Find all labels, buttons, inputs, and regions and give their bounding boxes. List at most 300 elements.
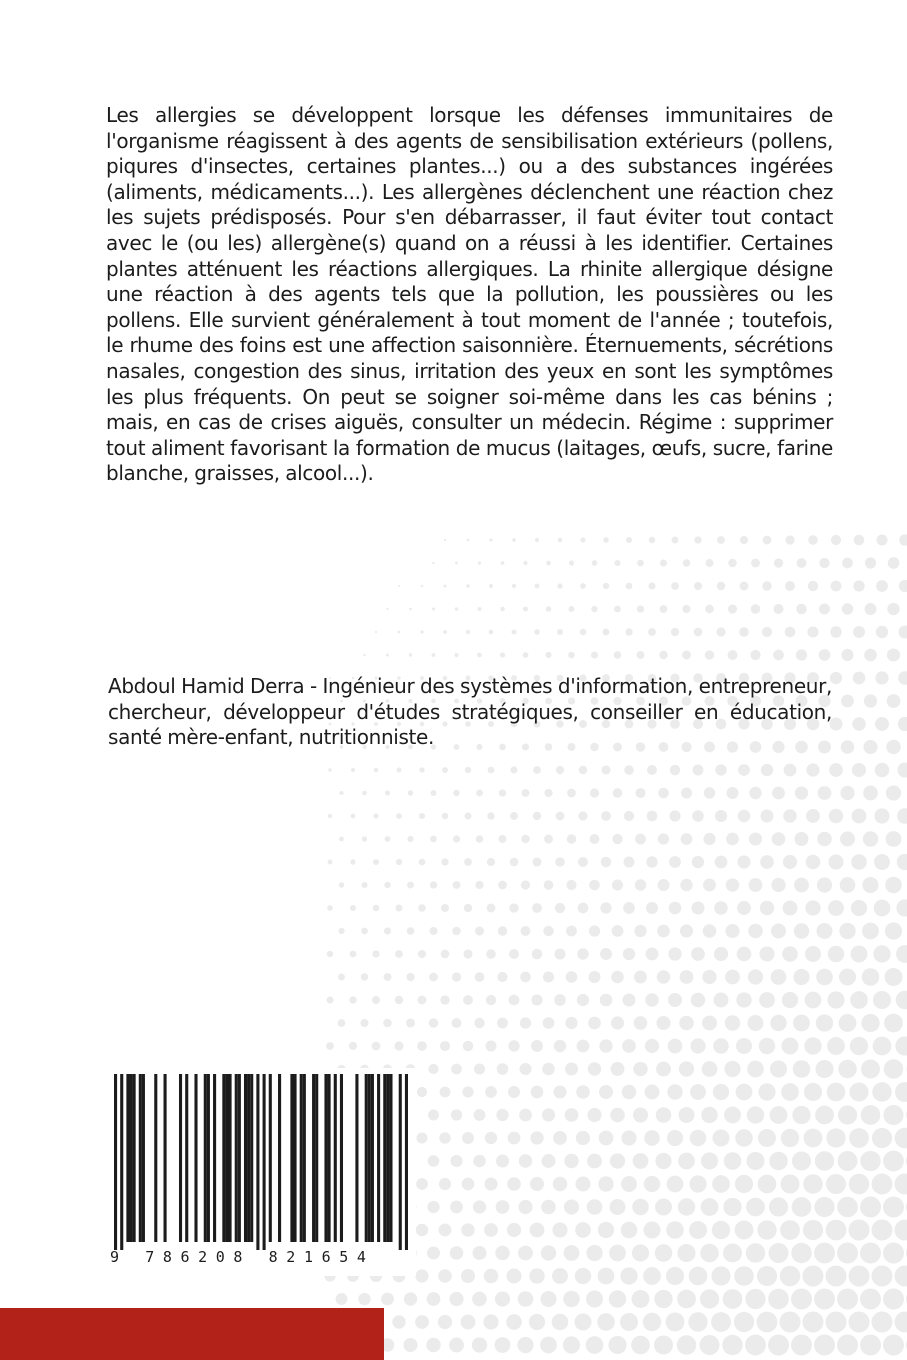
pattern-dot — [760, 901, 774, 915]
pattern-dot — [351, 768, 355, 772]
pattern-dot — [819, 558, 829, 568]
pattern-dot — [737, 947, 752, 962]
barcode-bar — [263, 1074, 266, 1250]
pattern-dot — [784, 764, 797, 777]
pattern-dot — [531, 1086, 544, 1099]
pattern-dot — [819, 604, 830, 615]
pattern-dot — [690, 1038, 705, 1053]
pattern-dot — [808, 535, 818, 545]
pattern-dot — [876, 626, 888, 638]
pattern-dot — [647, 811, 658, 822]
pattern-dot — [701, 1152, 718, 1169]
pattern-dot — [886, 740, 900, 754]
pattern-dot — [780, 1174, 799, 1193]
pattern-dot — [553, 1177, 567, 1191]
pattern-dot — [453, 881, 461, 889]
pattern-dot — [467, 539, 470, 542]
pattern-dot — [715, 810, 727, 822]
pattern-dot — [703, 879, 716, 892]
pattern-dot — [749, 832, 762, 845]
pattern-dot — [543, 926, 553, 936]
pattern-dot — [739, 627, 749, 637]
pattern-dot — [462, 1086, 473, 1097]
pattern-dot — [751, 604, 761, 614]
pattern-dot — [716, 627, 725, 636]
pattern-dot — [461, 1315, 476, 1330]
pattern-dot — [740, 536, 748, 544]
pattern-dot — [637, 560, 644, 567]
pattern-dot — [428, 1110, 439, 1121]
pattern-dot — [772, 787, 785, 800]
pattern-dot — [758, 1129, 776, 1147]
pattern-dot — [657, 970, 670, 983]
pattern-dot — [656, 1062, 671, 1077]
barcode-bar — [154, 1074, 157, 1242]
pattern-dot — [507, 1177, 521, 1191]
pattern-dot — [577, 1040, 590, 1053]
pattern-dot — [803, 1220, 823, 1240]
barcode-bar — [377, 1074, 380, 1242]
pattern-dot — [501, 561, 505, 565]
pattern-dot — [384, 882, 390, 888]
pattern-dot — [796, 649, 807, 660]
pattern-dot — [667, 1130, 683, 1146]
pattern-dot — [592, 560, 598, 566]
pattern-dot — [837, 1335, 858, 1356]
pattern-dot — [419, 813, 425, 819]
pattern-dot — [529, 1268, 544, 1283]
pattern-dot — [586, 1291, 603, 1308]
pattern-dot — [522, 789, 530, 797]
pattern-dot — [521, 880, 530, 889]
pattern-dot — [745, 1289, 765, 1309]
pattern-dot — [830, 626, 842, 638]
pattern-dot — [717, 536, 725, 544]
pattern-dot — [566, 971, 578, 983]
pattern-dot — [792, 1197, 812, 1217]
pattern-dot — [714, 947, 728, 961]
pattern-dot — [624, 765, 634, 775]
pattern-dot — [803, 1312, 824, 1333]
pattern-dot — [658, 879, 670, 891]
pattern-dot — [338, 974, 345, 981]
barcode-bar — [312, 1074, 315, 1242]
pattern-dot — [544, 789, 552, 797]
pattern-dot — [666, 1313, 685, 1332]
pattern-dot — [575, 1268, 591, 1284]
pattern-dot — [473, 1155, 486, 1168]
pattern-dot — [659, 651, 667, 659]
pattern-dot — [761, 764, 773, 776]
pattern-dot — [862, 968, 880, 986]
pattern-dot — [703, 924, 717, 938]
pattern-dot — [453, 790, 459, 796]
pattern-dot — [712, 1175, 730, 1193]
pattern-dot — [785, 627, 796, 638]
pattern-dot — [451, 1064, 462, 1075]
pattern-dot — [849, 1128, 869, 1148]
pattern-dot — [546, 606, 551, 611]
pattern-dot — [339, 837, 344, 842]
pattern-dot — [840, 786, 854, 800]
pattern-dot — [633, 1107, 648, 1122]
pattern-dot — [406, 1018, 415, 1027]
pattern-dot — [474, 1109, 486, 1121]
pattern-dot — [588, 1017, 601, 1030]
pattern-dot — [840, 832, 855, 847]
pattern-dot — [668, 993, 682, 1007]
pattern-dot — [362, 836, 367, 841]
pattern-dot — [416, 1224, 428, 1236]
pattern-dot — [646, 948, 659, 961]
pattern-dot — [693, 765, 704, 776]
pattern-dot — [462, 1178, 475, 1191]
pattern-dot — [520, 1017, 531, 1028]
pattern-dot — [886, 785, 901, 800]
pattern-dot — [815, 1151, 834, 1170]
pattern-dot — [545, 652, 551, 658]
pattern-dot — [736, 1084, 753, 1101]
pattern-dot — [649, 537, 655, 543]
barcode-bar — [303, 1074, 306, 1242]
pattern-dot — [568, 652, 575, 659]
pattern-dot — [535, 538, 539, 542]
barcode-bar — [334, 1074, 337, 1242]
pattern-dot — [888, 557, 900, 569]
pattern-dot — [498, 881, 507, 890]
pattern-dot — [677, 1290, 696, 1309]
pattern-dot — [497, 1063, 509, 1075]
back-cover-blurb: Les allergies se développent lorsque les défenses immunitaires de l'organisme réagissent à des agents de sensibilisation extérieurs (pollens, piqures d'insectes, certaines plantes...) ou a des substances ingérées (aliments, médicaments...). Les allergènes déclenchent une réaction chez les sujets prédisposés. Pour s'en débarrasser, il faut éviter tout contact avec le (ou les) allergène(s) quand on a réussi à les identifier. Certaines plantes atténuent les réactions allergiques. La rhinite allergique désigne une réaction à des agents tels que la pollution, les poussières ou les pollens. Elle survient généralement à tout moment de l'année ; toutefois, le rhume des foins est une affection saisonnière. Éternuements, sécrétions nasales, congestion des sinus, irritation des yeux en sont les symptômes les plus fréquents. On peut se soigner soi-même dans les cas bénins ; mais, en cas de crises aiguës, consulter un médecin. Régime : supprimer tout aliment favorisant la formation de mucus (laitages, œufs, sucre, farine blanche, graisses, alcool...). — [106, 103, 833, 486]
pattern-dot — [769, 1243, 789, 1263]
pattern-dot — [453, 835, 460, 842]
pattern-dot — [872, 1174, 893, 1195]
pattern-dot — [407, 927, 415, 935]
pattern-dot — [361, 973, 368, 980]
pattern-dot — [724, 1061, 740, 1077]
pattern-dot — [477, 607, 481, 611]
bottom-color-band — [0, 1308, 384, 1360]
barcode-bar — [139, 1074, 142, 1242]
pattern-dot — [463, 995, 473, 1005]
pattern-dot — [529, 1314, 545, 1330]
pattern-dot — [475, 926, 484, 935]
pattern-dot — [763, 536, 772, 545]
pattern-dot — [645, 993, 659, 1007]
pattern-dot — [726, 833, 739, 846]
pattern-dot — [439, 1178, 451, 1190]
pattern-dot — [842, 603, 853, 614]
pattern-dot — [626, 583, 633, 590]
barcode-bar — [365, 1074, 368, 1242]
pattern-dot — [419, 859, 426, 866]
pattern-dot — [817, 832, 831, 846]
pattern-dot — [648, 628, 656, 636]
pattern-dot — [735, 1221, 754, 1240]
pattern-dot — [852, 809, 867, 824]
pattern-dot — [614, 560, 620, 566]
pattern-dot — [805, 946, 821, 962]
pattern-dot — [872, 1082, 892, 1102]
pattern-dot — [792, 1106, 810, 1124]
pattern-dot — [633, 1062, 647, 1076]
pattern-dot — [475, 881, 483, 889]
pattern-dot — [396, 859, 402, 865]
pattern-dot — [782, 946, 798, 962]
pattern-dot — [817, 877, 832, 892]
pattern-dot — [540, 1291, 556, 1307]
pattern-dot — [541, 1200, 556, 1215]
pattern-dot — [668, 1039, 683, 1054]
pattern-dot — [386, 654, 389, 657]
pattern-dot — [689, 1175, 706, 1192]
barcode-bar — [293, 1074, 296, 1242]
pattern-dot — [451, 1109, 462, 1120]
pattern-dot — [532, 857, 541, 866]
pattern-dot — [563, 1336, 580, 1353]
pattern-dot — [512, 538, 516, 542]
pattern-dot — [632, 1290, 650, 1308]
pattern-dot — [520, 972, 531, 983]
pattern-dot — [420, 630, 423, 633]
pattern-dot — [449, 1292, 463, 1306]
pattern-dot — [773, 604, 783, 614]
barcode-bar — [247, 1074, 250, 1242]
pattern-dot — [861, 1014, 879, 1032]
pattern-dot — [748, 969, 763, 984]
pattern-dot — [711, 1312, 731, 1332]
pattern-dot — [792, 1152, 811, 1171]
pattern-dot — [669, 810, 680, 821]
pattern-dot — [818, 786, 832, 800]
pattern-dot — [580, 537, 585, 542]
pattern-dot — [633, 1153, 649, 1169]
pattern-dot — [734, 1312, 754, 1332]
pattern-dot — [723, 1243, 742, 1262]
barcode-bar — [269, 1074, 272, 1242]
pattern-dot — [392, 1315, 405, 1328]
pattern-dot — [384, 973, 392, 981]
pattern-dot — [726, 878, 739, 891]
pattern-dot — [395, 996, 403, 1004]
pattern-dot — [885, 922, 902, 939]
pattern-dot — [860, 1151, 880, 1171]
barcode-bar — [328, 1074, 331, 1242]
pattern-dot — [654, 1290, 672, 1308]
pattern-dot — [728, 650, 738, 660]
pattern-dot — [543, 971, 554, 982]
pattern-dot — [849, 1312, 870, 1333]
pattern-dot — [591, 606, 597, 612]
pattern-dot — [851, 946, 868, 963]
author-bio: Abdoul Hamid Derra - Ingénieur des systèmes d'information, entrepreneur, chercheur, développeur d'études stratégiques, conseiller en éducation, santé mère-enfant, nutritionniste. — [108, 674, 832, 750]
pattern-dot — [477, 653, 482, 658]
pattern-dot — [876, 534, 887, 545]
pattern-dot — [635, 834, 646, 845]
pattern-dot — [326, 1042, 334, 1050]
pattern-dot — [712, 1221, 730, 1239]
pattern-dot — [419, 767, 424, 772]
pattern-dot — [496, 1155, 509, 1168]
pattern-dot — [748, 924, 763, 939]
pattern-dot — [680, 879, 692, 891]
pattern-dot — [701, 1107, 717, 1123]
pattern-dot — [624, 811, 634, 821]
pattern-dot — [598, 1222, 614, 1238]
pattern-dot — [485, 1132, 497, 1144]
pattern-dot — [678, 1198, 695, 1215]
pattern-dot — [408, 790, 413, 795]
pattern-dot — [791, 1289, 812, 1310]
pattern-dot — [485, 1086, 497, 1098]
pattern-dot — [327, 905, 333, 911]
pattern-dot — [546, 561, 551, 566]
pattern-dot — [667, 1084, 682, 1099]
pattern-dot — [500, 652, 505, 657]
pattern-dot — [415, 1315, 429, 1329]
pattern-dot — [745, 1335, 766, 1356]
pattern-dot — [782, 1038, 799, 1055]
pattern-dot — [694, 582, 702, 590]
pattern-dot — [740, 582, 749, 591]
pattern-dot — [578, 903, 589, 914]
pattern-dot — [771, 969, 787, 985]
pattern-dot — [715, 856, 728, 869]
pattern-dot — [705, 650, 714, 659]
pattern-dot — [418, 996, 427, 1005]
pattern-dot — [647, 765, 657, 775]
pattern-dot — [443, 584, 446, 587]
barcode-bar — [340, 1074, 343, 1242]
pattern-dot — [580, 583, 586, 589]
pattern-dot — [872, 1312, 893, 1333]
pattern-dot — [566, 926, 577, 937]
pattern-dot — [521, 835, 530, 844]
pattern-dot — [819, 649, 831, 661]
pattern-dot — [875, 671, 888, 684]
barcode-bar — [300, 1074, 303, 1242]
pattern-dot — [426, 1338, 440, 1352]
pattern-dot — [785, 581, 795, 591]
pattern-dot — [381, 1293, 394, 1306]
pattern-dot — [455, 562, 458, 565]
pattern-dot — [472, 1337, 487, 1352]
pattern-dot — [441, 858, 448, 865]
pattern-dot — [865, 557, 876, 568]
pattern-dot — [450, 1246, 463, 1259]
pattern-dot — [383, 1019, 392, 1028]
pattern-dot — [395, 904, 402, 911]
pattern-dot — [873, 991, 891, 1009]
pattern-dot — [544, 880, 554, 890]
pattern-dot — [557, 583, 562, 588]
pattern-dot — [757, 1220, 776, 1239]
pattern-dot — [803, 1174, 823, 1194]
pattern-dot — [770, 1106, 788, 1124]
pattern-dot — [839, 1014, 857, 1032]
pattern-dot — [793, 1015, 810, 1032]
pattern-dot — [438, 1315, 452, 1329]
pattern-dot — [519, 1063, 531, 1075]
pattern-dot — [339, 791, 343, 795]
pattern-dot — [478, 561, 481, 564]
pattern-dot — [702, 970, 716, 984]
pattern-dot — [678, 1153, 695, 1170]
pattern-dot — [519, 1154, 532, 1167]
pattern-dot — [612, 925, 624, 937]
pattern-dot — [510, 858, 519, 867]
pattern-dot — [646, 856, 657, 867]
pattern-dot — [599, 1131, 614, 1146]
pattern-dot — [421, 585, 424, 588]
pattern-dot — [394, 1041, 403, 1050]
pattern-dot — [681, 833, 693, 845]
pattern-dot — [569, 606, 575, 612]
pattern-dot — [532, 949, 543, 960]
pattern-dot — [487, 812, 494, 819]
barcode-bar — [386, 1074, 389, 1242]
pattern-dot — [667, 1176, 684, 1193]
pattern-dot — [770, 1015, 786, 1031]
pattern-dot — [872, 1220, 893, 1241]
pattern-dot — [375, 631, 377, 633]
pattern-dot — [622, 1039, 636, 1053]
pattern-dot — [531, 1040, 543, 1052]
pattern-dot — [533, 766, 541, 774]
pattern-dot — [632, 1244, 649, 1261]
pattern-dot — [472, 1292, 487, 1307]
pattern-dot — [452, 972, 461, 981]
pattern-dot — [896, 945, 907, 963]
pattern-dot — [814, 1289, 835, 1310]
pattern-dot — [432, 607, 435, 610]
pattern-dot — [554, 1040, 566, 1052]
pattern-dot — [427, 1246, 440, 1259]
pattern-dot — [474, 1063, 485, 1074]
pattern-dot — [863, 740, 877, 754]
pattern-dot — [565, 1108, 579, 1122]
pattern-dot — [897, 854, 907, 870]
pattern-dot — [895, 1128, 907, 1149]
pattern-dot — [372, 1042, 381, 1051]
pattern-dot — [523, 561, 527, 565]
pattern-dot — [750, 650, 760, 660]
pattern-dot — [622, 1085, 636, 1099]
pattern-dot — [609, 1199, 625, 1215]
pattern-dot — [724, 1107, 741, 1124]
barcode-bar — [244, 1074, 247, 1242]
pattern-dot — [589, 880, 600, 891]
pattern-dot — [575, 1222, 591, 1238]
pattern-dot — [474, 1018, 484, 1028]
pattern-dot — [655, 1153, 671, 1169]
pattern-dot — [828, 946, 844, 962]
pattern-dot — [373, 859, 379, 865]
pattern-dot — [620, 1267, 637, 1284]
pattern-dot — [700, 1335, 720, 1355]
pattern-dot — [713, 1038, 729, 1054]
pattern-dot — [517, 1337, 533, 1353]
pattern-dot — [780, 1312, 801, 1333]
pattern-dot — [768, 1335, 789, 1356]
pattern-dot — [535, 584, 540, 589]
pattern-dot — [643, 1221, 660, 1238]
barcode-bar — [383, 1074, 386, 1242]
pattern-dot — [496, 1200, 510, 1214]
pattern-dot — [863, 786, 878, 801]
pattern-dot — [465, 767, 471, 773]
pattern-dot — [683, 559, 690, 566]
